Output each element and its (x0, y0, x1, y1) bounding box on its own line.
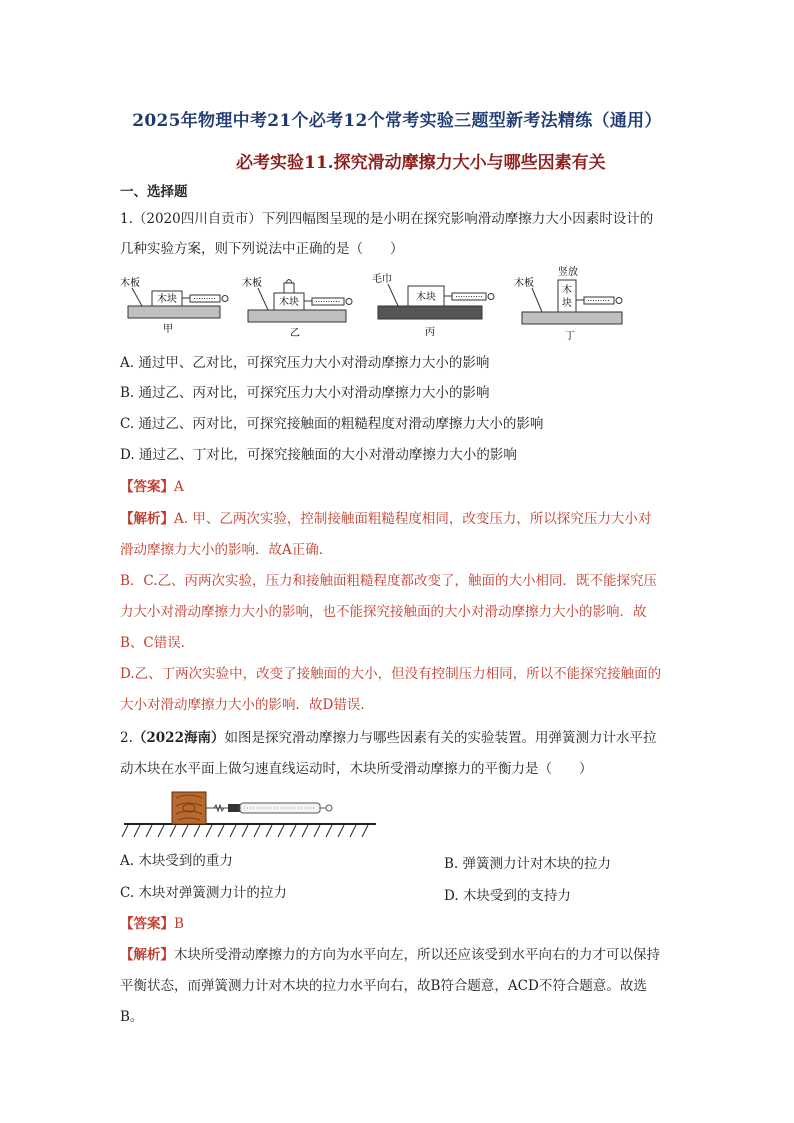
caption-jia: 甲 (163, 324, 173, 335)
q1-analysis-line6: D.乙、丁两次实验中，改变了接触面的大小，但没有控制压力相同，所以不能探究接触面的 (120, 666, 662, 682)
answer-value: B (174, 916, 184, 932)
block-char-1: 木 (562, 285, 572, 296)
q2-stem-text: 如图是探究滑动摩擦力与哪些因素有关的实验装置。用弹簧测力计水平拉 (224, 730, 657, 746)
q2-answer (120, 915, 184, 933)
q1-analysis-line7: 大小对滑动摩擦力大小的影响．故D错误． (120, 697, 374, 713)
towel-label: 毛巾 (372, 274, 392, 285)
q1-option-c[interactable]: C. 通过乙、丙对比，可探究接触面的粗糙程度对滑动摩擦力大小的影响 (120, 416, 544, 432)
ground-hatching (122, 825, 368, 837)
document-title: 2025年物理中考21个必考12个常考实验三题型新考法精练（通用） (132, 111, 662, 131)
q1-stem-line2: 几种实验方案，则下列说法中正确的是（ ） (120, 241, 404, 257)
q1-analysis-line1 (120, 510, 651, 528)
q2-stem-line2: 动木块在水平面上做匀速直线运动时，木块所受滑动摩擦力的平衡力是（ ） (120, 761, 593, 777)
q1-option-a[interactable]: A. 通过甲、乙对比，可探究压力大小对滑动摩擦力大小的影响 (120, 355, 490, 371)
q1-answer (120, 478, 184, 496)
document-subtitle: 必考实验11.探究滑动摩擦力大小与哪些因素有关 (236, 153, 606, 173)
q1-option-b[interactable]: B. 通过乙、丙对比，可探究压力大小对滑动摩擦力大小的影响 (120, 385, 490, 401)
spring-scale (206, 803, 332, 813)
answer-label: 【答案】 (120, 916, 174, 932)
caption-bing: 丙 (425, 327, 435, 338)
q2-analysis-line2: 平衡状态，而弹簧测力计对木块的拉力水平向右，故B符合题意，ACD不符合题意。故选 (120, 978, 647, 994)
q1-analysis-line5: B、C错误． (120, 635, 195, 651)
q2-analysis-line3: B。 (120, 1009, 144, 1025)
analysis-text: 木块所受滑动摩擦力的方向为水平向左，所以还应该受到水平向右的力才可以保持 (174, 947, 660, 963)
answer-value: A (174, 479, 184, 495)
q2-source: （2022海南） (132, 730, 225, 746)
q1-analysis-line4: 力大小对滑动摩擦力大小的影响，也不能探究接触面的大小对滑动摩擦力大小的影响．故 (120, 604, 647, 620)
q2-stem-line1 (120, 729, 656, 747)
figure-yi (242, 276, 352, 339)
board-label: 木板 (242, 278, 262, 289)
q2-number: 2. (120, 730, 133, 746)
wood-block (172, 792, 206, 824)
block-label: 木块 (279, 297, 299, 308)
q1-figure (118, 266, 638, 346)
q2-analysis-line1 (120, 946, 660, 964)
block-label: 木块 (157, 294, 177, 305)
q2-option-d[interactable]: D. 木块受到的支持力 (444, 888, 571, 904)
q2-option-b[interactable]: B. 弹簧测力计对木块的拉力 (444, 856, 612, 872)
caption-ding: 丁 (565, 331, 575, 342)
q2-figure (120, 786, 380, 842)
q2-option-c[interactable]: C. 木块对弹簧测力计的拉力 (120, 885, 287, 901)
q1-analysis-line3: B．C.乙、丙两次实验，压力和接触面粗糙程度都改变了，触面的大小相同．既不能探究压 (120, 573, 658, 589)
upright-label: 竖放 (558, 267, 578, 278)
analysis-label: 【解析】 (120, 947, 174, 963)
q2-option-a[interactable]: A. 木块受到的重力 (120, 853, 233, 869)
figure-jia (120, 276, 228, 335)
q1-stem-line1: 1.（2020四川自贡市）下列四幅图呈现的是小明在探究影响滑动摩擦力大小因素时设计的 (120, 211, 654, 227)
section-heading: 一、选择题 (120, 184, 188, 200)
block-char-2: 块 (562, 298, 572, 309)
board-label: 木板 (514, 278, 534, 289)
q1-option-d[interactable]: D. 通过乙、丁对比，可探究接触面的大小对滑动摩擦力大小的影响 (120, 447, 517, 463)
block-label: 木块 (416, 292, 436, 303)
figure-bing (372, 272, 494, 338)
analysis-label: 【解析】 (120, 511, 174, 527)
figure-ding (514, 266, 622, 342)
q1-analysis-line2: 滑动摩擦力大小的影响．故A正确． (120, 542, 333, 558)
caption-yi: 乙 (290, 328, 300, 339)
answer-label: 【答案】 (120, 479, 174, 495)
analysis-text: A. 甲、乙两次实验，控制接触面粗糙程度相同，改变压力，所以探究压力大小对 (174, 511, 652, 527)
board-label: 木板 (120, 278, 140, 289)
